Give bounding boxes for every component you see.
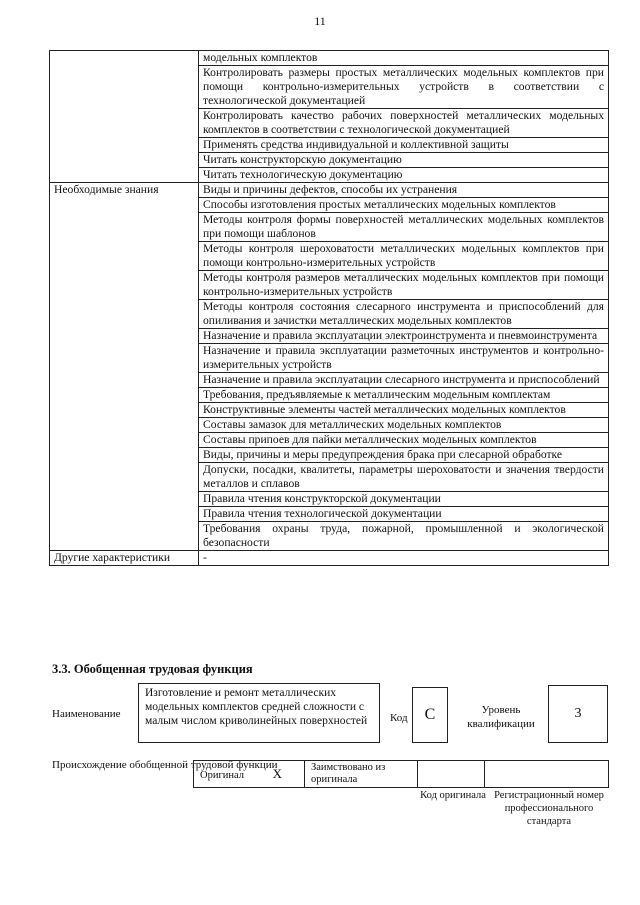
origin-borrowed-label: Заимствовано из оригинала (311, 762, 386, 785)
table-cell (199, 198, 609, 213)
row-group-label: Необходимые знания (50, 183, 199, 551)
table-cell-text: Контролировать размеры простых металлических модельных комплектов при помощи контрольно-измерительных устройств в соответствии с технологической документацией (203, 66, 604, 107)
table-cell-text: Допуски, посадки, квалитеты, параметры шероховатости и значения твердости металлов и сплавов (203, 463, 604, 490)
table-cell (199, 153, 609, 168)
table-cell (199, 300, 609, 329)
table-cell (199, 507, 609, 522)
table-cell-text: Методы контроля размеров металлических модельных комплектов при помощи контрольно-измерительных устройств (203, 271, 604, 298)
table-cell (199, 168, 609, 183)
origin-label: Происхождение обобщенной трудовой функции (52, 759, 278, 771)
table-cell-text: Назначение и правила эксплуатации электроинструмента и пневмоинструмента (203, 329, 598, 342)
origin-code-cell (418, 761, 485, 788)
table-cell (199, 522, 609, 551)
table-cell (199, 388, 609, 403)
table-cell (199, 433, 609, 448)
table-cell-text: - (203, 551, 207, 564)
table-row (50, 551, 609, 566)
origin-borrowed-cell (305, 761, 418, 788)
table-cell (199, 418, 609, 433)
row-group-label (50, 51, 199, 183)
origin-original-mark: Х (272, 766, 283, 781)
origin-table (193, 760, 609, 788)
table-cell (199, 329, 609, 344)
qualification-level-value: 3 (574, 706, 582, 721)
table-cell-text: Виды и причины дефектов, способы их устранения (203, 183, 458, 196)
table-cell-text: Составы припоев для пайки металлических модельных комплектов (203, 433, 537, 446)
page-number: 11 (314, 14, 326, 28)
table-cell (199, 344, 609, 373)
table-cell (199, 492, 609, 507)
table-cell-text: Способы изготовления простых металлических модельных комплектов (203, 198, 556, 211)
table-cell (199, 66, 609, 109)
table-cell-text: Контролировать качество рабочих поверхностей металлических модельных комплектов в соответствии с технологической документацией (203, 109, 604, 136)
table-cell (199, 271, 609, 300)
table-cell (199, 403, 609, 418)
table-cell (199, 448, 609, 463)
function-name-value: Изготовление и ремонт металлических модельных комплектов средней сложности с малым числом криволинейных поверхностей (145, 687, 368, 727)
origin-reg-cell (485, 761, 609, 788)
table-cell-text: Конструктивные элементы частей металлических модельных комплектов (203, 403, 566, 416)
table-cell (199, 183, 609, 198)
table-cell-text: Методы контроля шероховатости металлических модельных комплектов при помощи контрольно-измерительных устройств (203, 242, 604, 269)
function-name-box (138, 683, 380, 743)
code-value: С (424, 706, 436, 723)
table-cell (199, 109, 609, 138)
code-box (412, 687, 448, 743)
table-cell (199, 242, 609, 271)
table-cell-text: Требования, предъявляемые к металлическим модельным комплектам (203, 388, 551, 401)
table-cell-text: Требования охраны труда, пожарной, промышленной и экологической безопасности (203, 522, 604, 549)
table-cell (199, 51, 609, 66)
name-label: Наименование (52, 708, 121, 720)
table-cell-text: Применять средства индивидуальной и коллективной защиты (203, 138, 509, 151)
table-cell (199, 551, 609, 566)
origin-original-label: Оригинал (200, 770, 244, 781)
code-label: Код (390, 712, 408, 724)
table-cell-text: Назначение и правила эксплуатации слесарного инструмента и приспособлений (203, 373, 600, 386)
table-cell-text: Методы контроля формы поверхностей металлических модельных комплектов при помощи шаблонов (203, 213, 604, 240)
table-cell-text: Виды, причины и меры предупреждения брака при слесарной обработке (203, 448, 563, 461)
table-row (50, 183, 609, 198)
origin-code-caption: Код оригинала (420, 790, 486, 801)
table-row (50, 51, 609, 66)
table-cell-text: модельных комплектов (203, 51, 318, 64)
origin-original-cell (194, 761, 305, 788)
qualification-level-label: Уровень квалификации (467, 704, 535, 730)
table-cell-text: Читать технологическую документацию (203, 168, 403, 181)
table-cell-text: Правила чтения конструкторской документации (203, 492, 441, 505)
section-heading: 3.3. Обобщенная трудовая функция (52, 662, 253, 676)
table-cell (199, 213, 609, 242)
qualification-level-box (548, 685, 608, 743)
table-cell-text: Методы контроля состояния слесарного инструмента и приспособлений для опиливания и зачистки металлических модельных комплектов (203, 300, 604, 327)
table-cell-text: Назначение и правила эксплуатации разметочных инструментов и контрольно-измерительных устройств (203, 344, 604, 371)
origin-reg-caption: Регистрационный номер профессионального стандарта (494, 790, 604, 827)
table-cell-text: Составы замазок для металлических модельных комплектов (203, 418, 502, 431)
table-cell (199, 463, 609, 492)
table-cell (199, 373, 609, 388)
row-group-label: Другие характеристики (50, 551, 199, 566)
knowledge-table (49, 50, 609, 566)
table-cell-text: Правила чтения технологической документации (203, 507, 442, 520)
table-cell (199, 138, 609, 153)
table-cell-text: Читать конструкторскую документацию (203, 153, 402, 166)
